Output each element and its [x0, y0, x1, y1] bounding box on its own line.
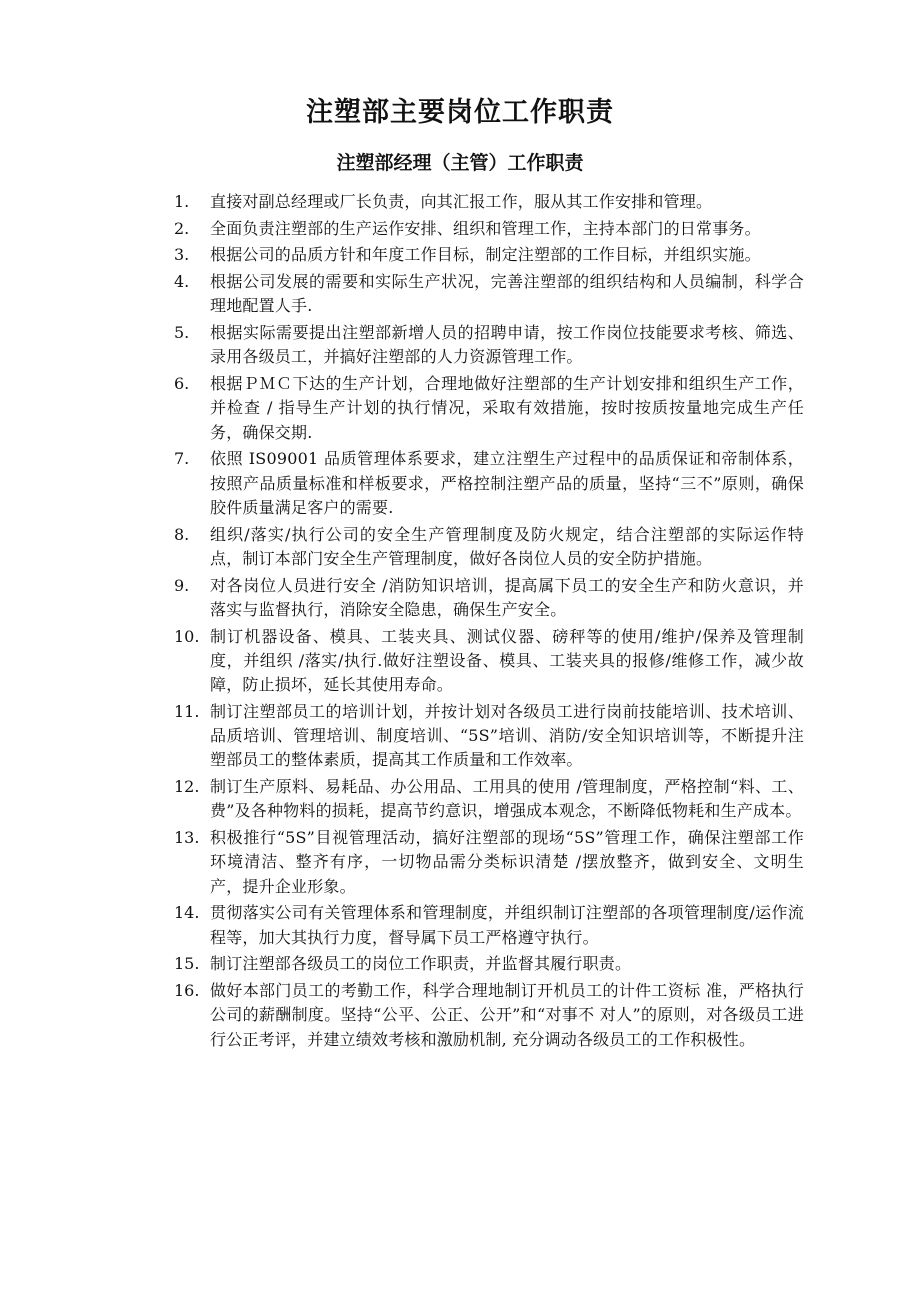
item-number: 4. [174, 272, 190, 292]
item-text: 制订机器设备、模具、工装夹具、测试仪器、磅秤等的使用/维护/保养及管理制度，并组织 /落实/执行.做好注塑设备、模具、工装夹具的报修/维修工作，减少故障，防止损坏，延长其使用寿命。 [210, 626, 804, 695]
item-number: 11. [174, 701, 200, 721]
item-text: 制订注塑部各级员工的岗位工作职责，并监督其履行职责。 [210, 954, 632, 974]
item-number: 14. [174, 903, 200, 923]
item-text: 贯彻落实公司有关管理体系和管理制度，并组织制订注塑部的各项管理制度/运作流程等，加大其执行力度，督导属下员工严格遵守执行。 [210, 903, 804, 947]
item-number: 8. [174, 524, 190, 544]
item-number: 7. [174, 449, 190, 469]
duty-item [174, 826, 804, 899]
duty-item [174, 190, 804, 214]
duty-item [174, 952, 804, 976]
item-text: 做好本部门员工的考勤工作，科学合理地制订开机员工的计件工资标 准，严格执行公司的薪酬制度。坚持“公平、公正、公开”和“对事不 对人”的原则，对各级员工进行公正考评，并建立绩效考核和激励机制, 充分调动各级员工的工作积极性。 [210, 981, 804, 1049]
item-text: 依照 IS09001 品质管理体系要求，建立注塑生产过程中的品质保证和帝制体系，按照产品质量标准和样板要求，严格控制注塑产品的质量，坚持“三不”原则，确保胶件质量满足客户的需要. [210, 449, 804, 517]
item-number: 9. [174, 575, 190, 595]
duty-item [174, 574, 804, 623]
item-number: 15. [174, 954, 200, 974]
item-number: 5. [174, 323, 190, 343]
duty-item [174, 700, 804, 773]
duty-item [174, 321, 804, 370]
item-text: 直接对副总经理或厂长负责，向其汇报工作，服从其工作安排和管理。 [210, 192, 713, 211]
duty-item [174, 243, 804, 267]
item-text: 制订生产原料、易耗品、办公用品、工用具的使用 /管理制度，严格控制“料、工、费”及各种物料的损耗，提高节约意识，增强成本观念，不断降低物耗和生产成本。 [210, 777, 804, 821]
item-text: 根据公司发展的需要和实际生产状况，完善注塑部的组织结构和人员编制，科学合理地配置人手. [210, 272, 804, 316]
item-number: 10. [174, 626, 200, 646]
duty-item [174, 901, 804, 950]
item-text: 根据实际需要提出注塑部新增人员的招聘申请，按工作岗位技能要求考核、筛选、录用各级员工，并搞好注塑部的人力资源管理工作。 [210, 323, 804, 367]
duty-item [174, 979, 804, 1052]
item-text: 制订注塑部员工的培训计划，并按计划对各级员工进行岗前技能培训、技术培训、品质培训、管理培训、制度培训、“5S”培训、消防/安全知识培训等，不断提升注塑部员工的整体素质，提高其工作质量和工作效率。 [210, 701, 804, 770]
item-number: 3. [174, 245, 190, 265]
duty-list [174, 190, 804, 1054]
item-number: 2. [174, 218, 190, 238]
item-text: 根据公司的品质方针和年度工作目标，制定注塑部的工作目标，并组织实施。 [210, 245, 761, 265]
duty-item [174, 523, 804, 572]
item-number: 12. [174, 777, 200, 797]
duty-item [174, 775, 804, 824]
duty-item [174, 217, 804, 241]
item-number: 1. [174, 192, 190, 211]
duty-item [174, 270, 804, 319]
item-number: 6. [174, 374, 190, 394]
item-text: 根据ＰＭＣ下达的生产计划，合理地做好注塑部的生产计划安排和组织生产工作，并检查 / 指导生产计划的执行情况，采取有效措施，按时按质按量地完成生产任务，确保交期. [210, 374, 804, 442]
item-text: 对各岗位人员进行安全 /消防知识培训，提高属下员工的安全生产和防火意识，并落实与监督执行，消除安全隐患，确保生产安全。 [210, 575, 804, 619]
duty-item [174, 625, 804, 698]
duty-item [174, 447, 804, 520]
duty-item [174, 372, 804, 445]
section-title: 注塑部经理（主管）工作职责 [336, 152, 584, 174]
document-title: 注塑部主要岗位工作职责 [306, 97, 614, 128]
item-number: 13. [174, 828, 200, 848]
item-text: 全面负责注塑部的生产运作安排、组织和管理工作，主持本部门的日常事务。 [210, 218, 761, 238]
item-text: 积极推行“5S”目视管理活动，搞好注塑部的现场“5S”管理工作，确保注塑部工作环境清洁、整齐有序，一切物品需分类标识清楚 /摆放整齐，做到安全、文明生产，提升企业形象。 [210, 828, 804, 896]
item-number: 16. [174, 981, 200, 1001]
item-text: 组织/落实/执行公司的安全生产管理制度及防火规定，结合注塑部的实际运作特点，制订本部门安全生产管理制度，做好各岗位人员的安全防护措施。 [210, 524, 804, 568]
